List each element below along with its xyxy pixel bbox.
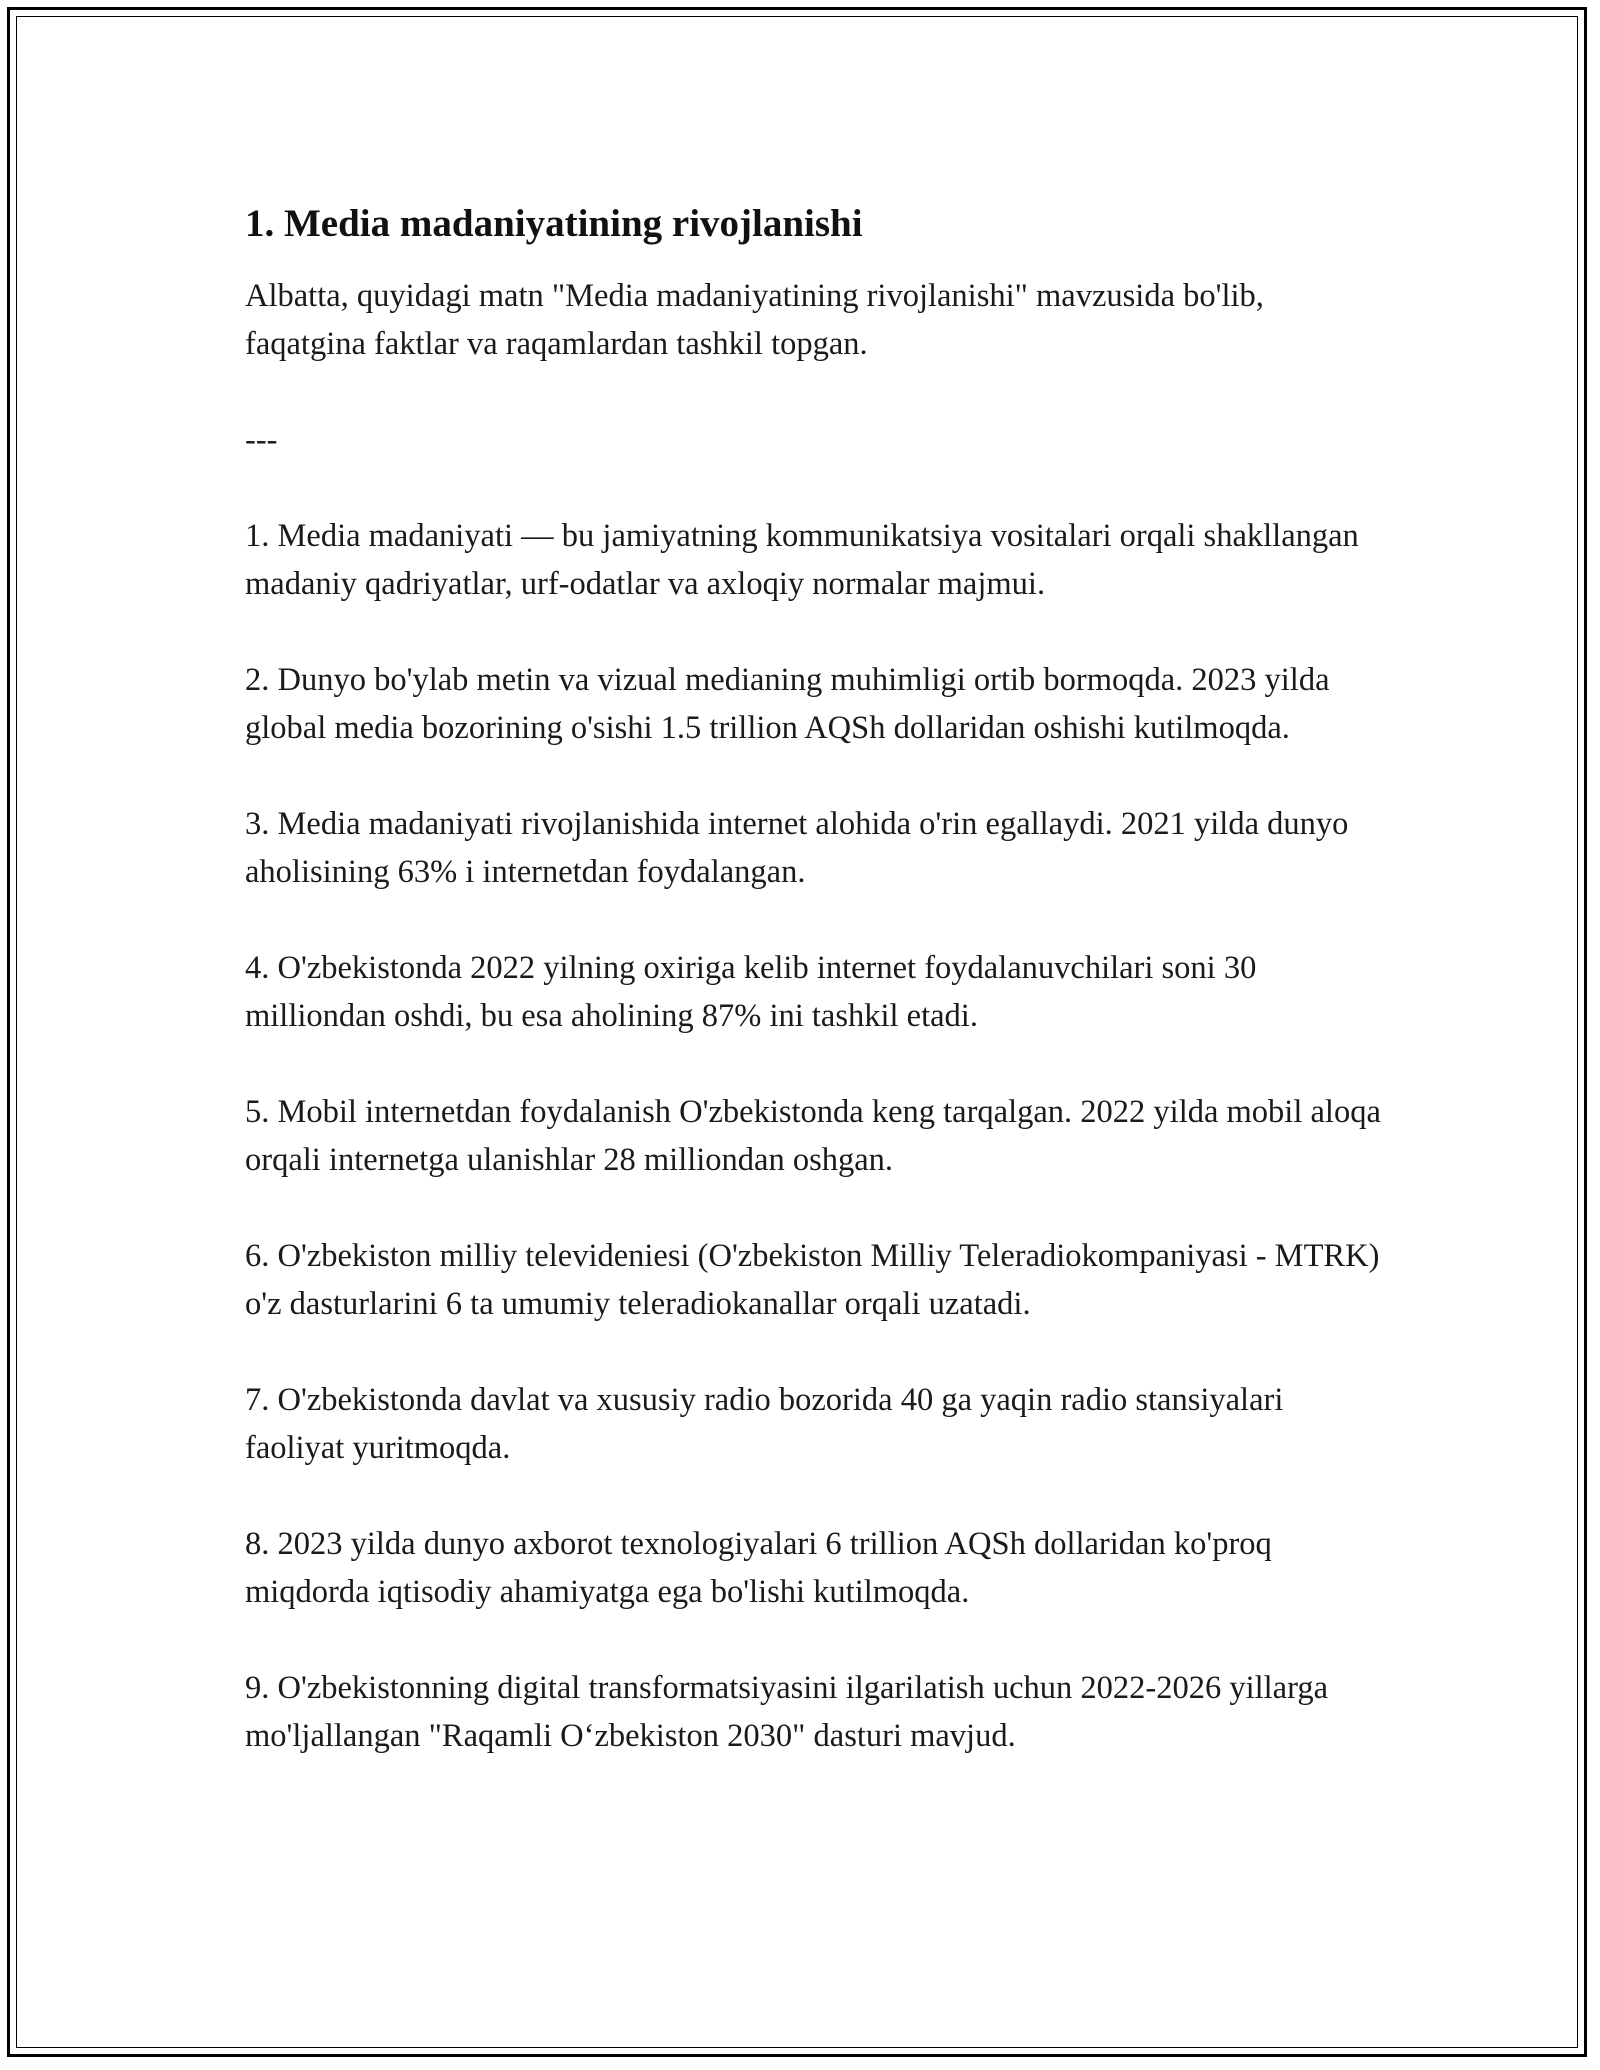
- list-item: 8. 2023 yilda dunyo axborot texnologiyalari 6 trillion AQSh dollaridan ko'proq miqdorda iqtisodiy ahamiyatga ega bo'lishi kutilmoqda.: [245, 1526, 1272, 1610]
- fact-list: [245, 512, 1385, 1760]
- list-item: 6. O'zbekiston milliy televideniesi (O'zbekiston Milliy Teleradiokompaniyasi - MTRK) o'z dasturlarini 6 ta umumiy teleradiokanallar orqali uzatadi.: [245, 1238, 1380, 1322]
- document-page: [7, 7, 1587, 2057]
- separator: ---: [245, 422, 278, 458]
- list-item: 5. Mobil internetdan foydalanish O'zbekistonda keng tarqalgan. 2022 yilda mobil aloqa orqali internetga ulanishlar 28 milliondan oshgan.: [245, 1094, 1381, 1178]
- document-content: [245, 200, 1385, 1760]
- document-title: 1. Media madaniyatining rivojlanishi: [245, 202, 863, 245]
- list-item: 4. O'zbekistonda 2022 yilning oxiriga kelib internet foydalanuvchilari soni 30 milliondan oshdi, bu esa aholining 87% ini tashkil etadi.: [245, 950, 1257, 1034]
- intro-paragraph: Albatta, quyidagi matn "Media madaniyatining rivojlanishi" mavzusida bo'lib, faqatgina faktlar va raqamlardan tashkil topgan.: [245, 278, 1264, 362]
- list-item: 2. Dunyo bo'ylab metin va vizual medianing muhimligi ortib bormoqda. 2023 yilda global media bozorining o'sishi 1.5 trillion AQSh dollaridan oshishi kutilmoqda.: [245, 662, 1330, 746]
- list-item: 9. O'zbekistonning digital transformatsiyasini ilgarilatish uchun 2022-2026 yillarga mo'ljallangan "Raqamli O‘zbekiston 2030" dasturi mavjud.: [245, 1670, 1328, 1754]
- list-item: 7. O'zbekistonda davlat va xususiy radio bozorida 40 ga yaqin radio stansiyalari faoliyat yuritmoqda.: [245, 1382, 1284, 1466]
- list-item: 3. Media madaniyati rivojlanishida internet alohida o'rin egallaydi. 2021 yilda dunyo aholisining 63% i internetdan foydalangan.: [245, 806, 1349, 890]
- list-item: 1. Media madaniyati — bu jamiyatning kommunikatsiya vositalari orqali shakllangan madaniy qadriyatlar, urf-odatlar va axloqiy normalar majmui.: [245, 518, 1359, 602]
